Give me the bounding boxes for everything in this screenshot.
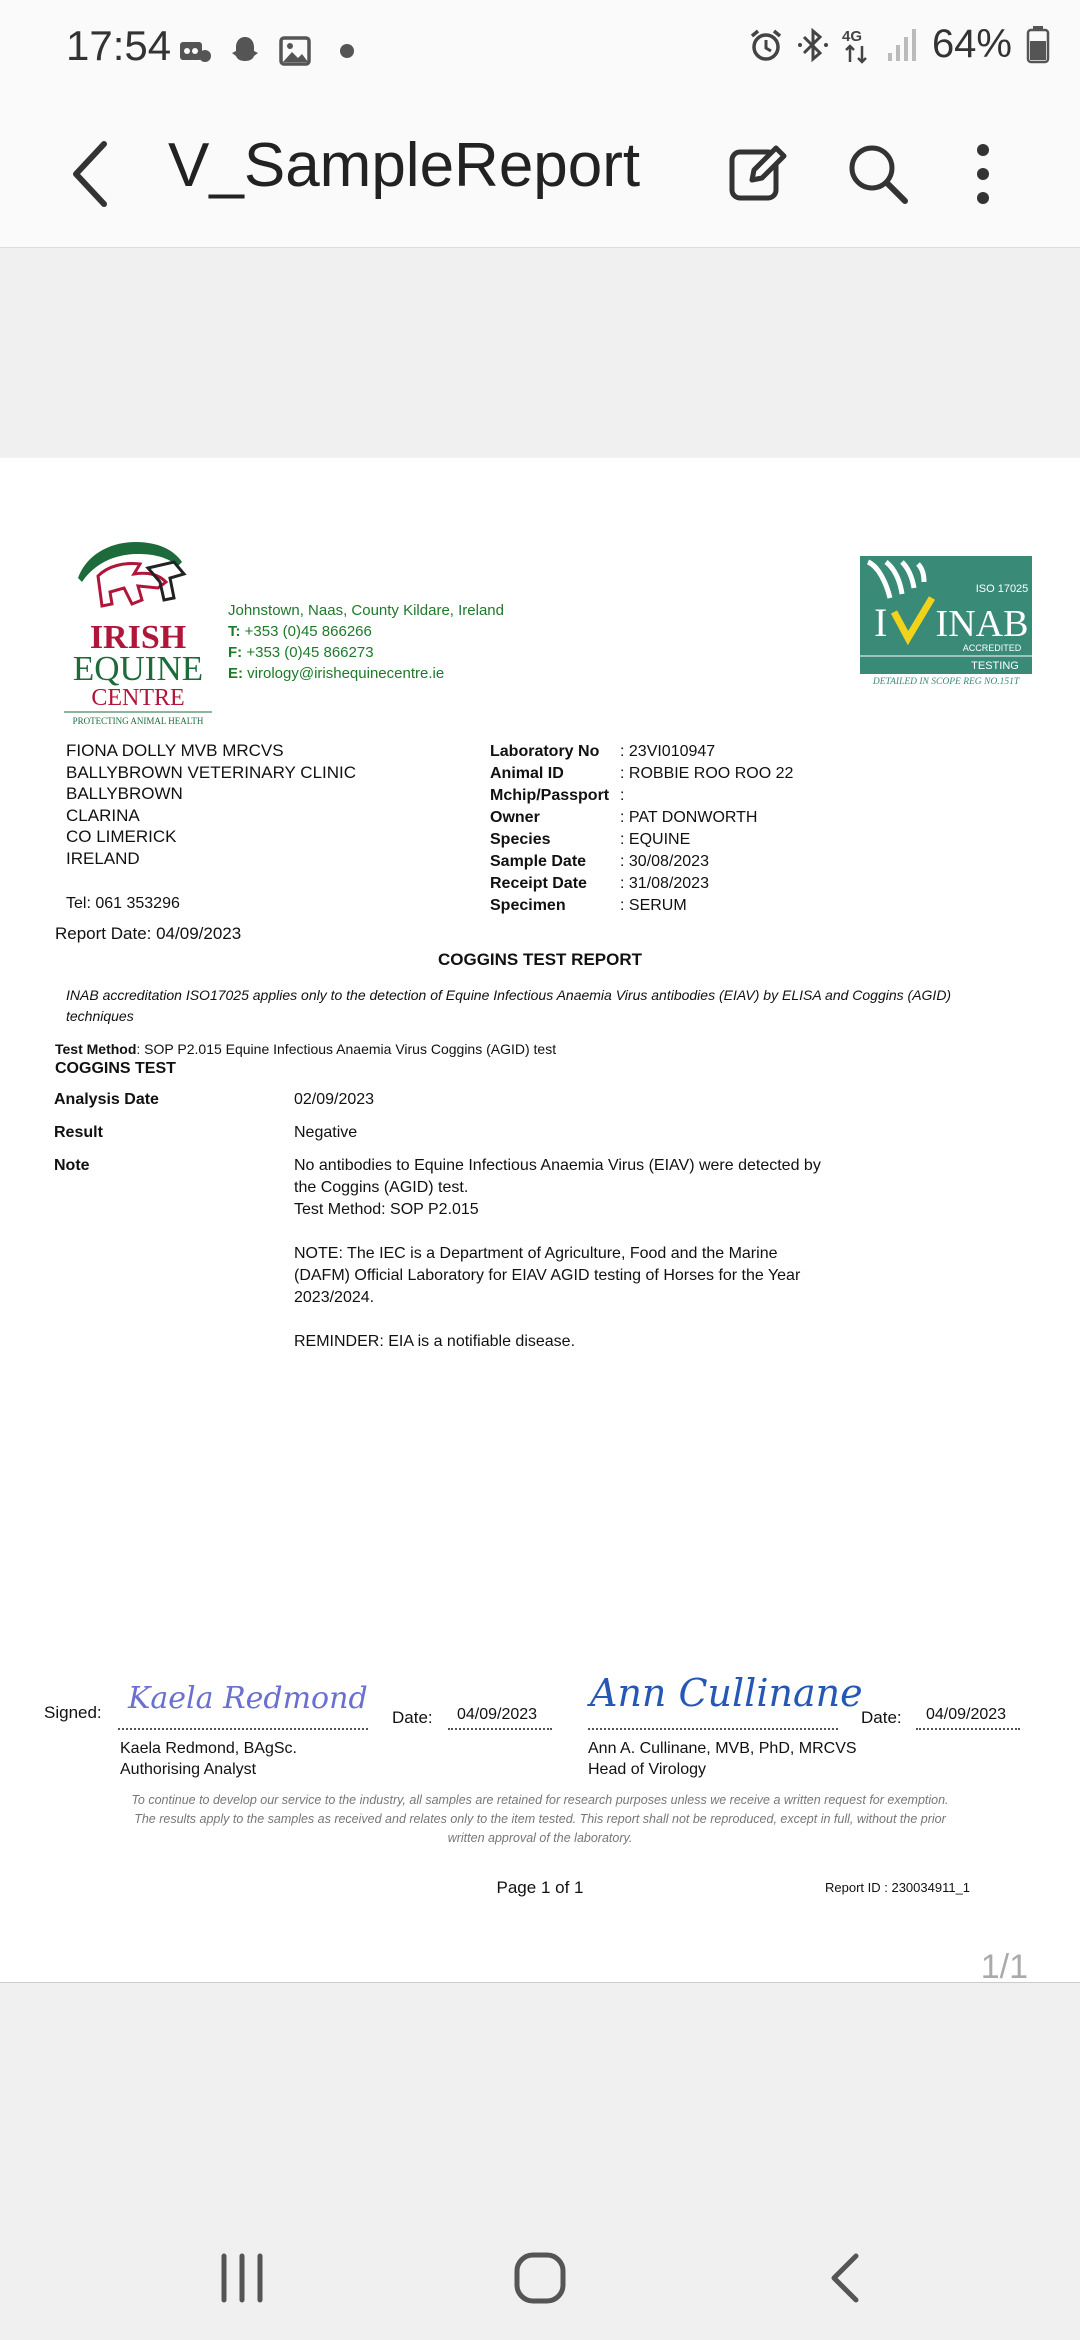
signature-kaela-redmond [124, 1668, 368, 1724]
test-method-value: : SOP P2.015 Equine Infectious Anaemia Virus Coggins (AGID) test [136, 1041, 557, 1057]
detail-label: Owner [490, 809, 540, 826]
search-icon[interactable] [842, 136, 912, 212]
date-value: 04/09/2023 [926, 1706, 1007, 1723]
contact-fax: +353 (0)45 866273 [242, 644, 374, 661]
contact-email: virology@irishequinecentre.ie [243, 665, 445, 682]
signer-role: Head of Virology [588, 1761, 706, 1778]
note-line: No antibodies to Equine Infectious Anaemia Virus (EIAV) were detected by [294, 1157, 821, 1174]
snapchat-icon [228, 34, 262, 68]
status-time: 17:54 [66, 22, 172, 69]
signer-name: Kaela Redmond, BAgSc. [120, 1740, 297, 1757]
inab-accreditation-note: INAB accreditation ISO17025 applies only to the detection of Equine Infectious Anaemia Virus antibodies (EIAV) by ELISA and Coggins (AGID) techniques [66, 987, 952, 1024]
phone-label: T: [228, 623, 241, 640]
disclaimer-line: To continue to develop our service to the industry, all samples are retained for research purposes unless we receive a written request for exemption. [131, 1793, 949, 1807]
address-line: BALLYBROWN VETERINARY CLINIC [66, 762, 357, 782]
detail-value: : EQUINE [620, 831, 691, 848]
detail-row [490, 741, 793, 763]
section-heading: COGGINS TEST [55, 1060, 176, 1077]
status-right [748, 22, 1050, 67]
detail-label: Animal ID [490, 765, 564, 782]
notification-icons [178, 34, 354, 68]
dot-icon [340, 44, 354, 58]
detail-row [490, 873, 793, 895]
inab-name-text: INAB [935, 603, 1029, 645]
page-number: Page 1 of 1 [496, 1878, 584, 1897]
detail-row [490, 895, 793, 917]
email-label: E: [228, 665, 243, 682]
network-4g-icon [842, 26, 872, 64]
detail-label: Mchip/Passport [490, 787, 610, 804]
back-nav-icon[interactable] [818, 2250, 874, 2306]
report-id: Report ID : 230034911_1 [825, 1880, 971, 1895]
signal-icon [886, 27, 918, 63]
signature-1-text: Kaela Redmond [128, 1681, 368, 1716]
note-line: REMINDER: EIA is a notifiable disease. [294, 1333, 576, 1350]
signature-line [588, 1728, 838, 1730]
recipient-tel: Tel: 061 353296 [66, 895, 180, 912]
test-method-label: Test Method [55, 1041, 137, 1057]
test-method [55, 1041, 556, 1057]
document-title: V_SampleReport [168, 131, 641, 200]
app-bar [0, 100, 1080, 248]
gallery-icon [278, 34, 312, 68]
report-date: Report Date: 04/09/2023 [55, 924, 242, 943]
report-title: COGGINS TEST REPORT [437, 950, 643, 969]
detail-value: : PAT DONWORTH [620, 809, 758, 826]
detail-label: Species [490, 831, 551, 848]
network-label: 4G [841, 27, 862, 45]
logo-text-irish: IRISH [89, 619, 187, 656]
signature-ann-cullinane [588, 1654, 863, 1724]
fax-label: F: [228, 644, 243, 661]
inab-accredited-text: ACCREDITED [962, 643, 1022, 653]
address-line: FIONA DOLLY MVB MRCVS [66, 741, 284, 760]
detail-value: : 31/08/2023 [620, 875, 709, 892]
alarm-icon [748, 27, 784, 63]
navigation-bar [0, 1988, 1080, 2340]
detail-row [490, 785, 793, 807]
detail-row [490, 763, 793, 785]
analysis-date-value: 02/09/2023 [294, 1091, 375, 1108]
disclaimer-line: written approval of the laboratory. [447, 1831, 633, 1845]
battery-percent: 64% [931, 22, 1012, 66]
result-label: Result [54, 1124, 103, 1141]
disclaimer-line: The results apply to the samples as received and relates only to the item tested. This report shall not be reproduced, except in full, without the prior [134, 1812, 946, 1826]
signature-line [118, 1728, 368, 1730]
recipient-address [66, 740, 356, 869]
logo-text-equine: EQUINE [72, 649, 204, 688]
inab-i-letter: I [874, 600, 888, 645]
back-icon[interactable] [60, 136, 130, 212]
analysis-date-label: Analysis Date [54, 1091, 159, 1108]
date-line [916, 1728, 1020, 1730]
signer-2 [588, 1738, 857, 1780]
logo-tagline: PROTECTING ANIMAL HEALTH [72, 716, 204, 726]
detail-row [490, 829, 793, 851]
signer-role: Authorising Analyst [120, 1761, 257, 1778]
contact-address: Johnstown, Naas, County Kildare, Ireland [228, 602, 504, 619]
document-viewer[interactable] [0, 248, 1080, 1988]
address-line: BALLYBROWN [66, 784, 183, 803]
disclaimer [100, 1791, 980, 1848]
date-line [448, 1728, 552, 1730]
note-line: 2023/2024. [294, 1289, 375, 1306]
address-line: IRELAND [66, 848, 140, 868]
detail-label: Laboratory No [490, 743, 600, 760]
date-label: Date: [861, 1708, 902, 1727]
note-line: NOTE: The IEC is a Department of Agriculture, Food and the Marine [294, 1245, 778, 1262]
address-line: CO LIMERICK [66, 827, 177, 846]
detail-value: : 23VI010947 [620, 743, 716, 760]
note-line: the Coggins (AGID) test. [294, 1179, 469, 1196]
logo-text-centre: CENTRE [91, 685, 185, 711]
detail-value: : [620, 787, 625, 804]
date-value: 04/09/2023 [457, 1706, 538, 1723]
inab-testing-text: TESTING [971, 660, 1019, 672]
detail-value: : SERUM [620, 897, 687, 914]
irish-equine-centre-logo [58, 518, 218, 728]
note-label: Note [54, 1157, 90, 1174]
battery-icon [1026, 26, 1050, 64]
inab-scope-text: DETAILED IN SCOPE REG NO.151T [872, 677, 1020, 687]
status-bar [0, 0, 1080, 100]
note-text [294, 1155, 854, 1353]
inab-accreditation-logo [860, 556, 1032, 686]
contact-phone: +353 (0)45 866266 [240, 623, 372, 640]
detail-row [490, 851, 793, 873]
bluetooth-icon [798, 27, 828, 63]
inab-iso-text: ISO 17025 [975, 583, 1029, 595]
detail-label: Specimen [490, 897, 566, 914]
address-line: CLARINA [66, 805, 140, 825]
note-line: Test Method: SOP P2.015 [294, 1201, 479, 1218]
detail-label: Sample Date [490, 853, 587, 870]
detail-value: : 30/08/2023 [620, 853, 709, 870]
page-count-indicator: 1/1 [980, 1948, 1028, 1986]
result-value: Negative [294, 1124, 358, 1141]
report-page [0, 458, 1080, 1983]
signer-name: Ann A. Cullinane, MVB, PhD, MRCVS [588, 1740, 857, 1757]
sample-details [490, 741, 793, 917]
detail-label: Receipt Date [490, 875, 587, 892]
edit-icon[interactable] [722, 136, 792, 212]
more-icon[interactable] [948, 136, 1018, 212]
signed-label: Signed: [44, 1703, 102, 1722]
detail-value: : ROBBIE ROO ROO 22 [620, 765, 794, 782]
home-icon[interactable] [512, 2250, 568, 2306]
recent-apps-icon[interactable] [214, 2250, 270, 2306]
voicemail-icon [178, 34, 212, 68]
note-line: (DAFM) Official Laboratory for EIAV AGID testing of Horses for the Year [294, 1267, 801, 1284]
signature-2-text: Ann Cullinane [590, 1671, 863, 1715]
contact-block [228, 600, 504, 684]
date-label: Date: [392, 1708, 433, 1727]
signer-1 [120, 1738, 297, 1780]
detail-row [490, 807, 793, 829]
